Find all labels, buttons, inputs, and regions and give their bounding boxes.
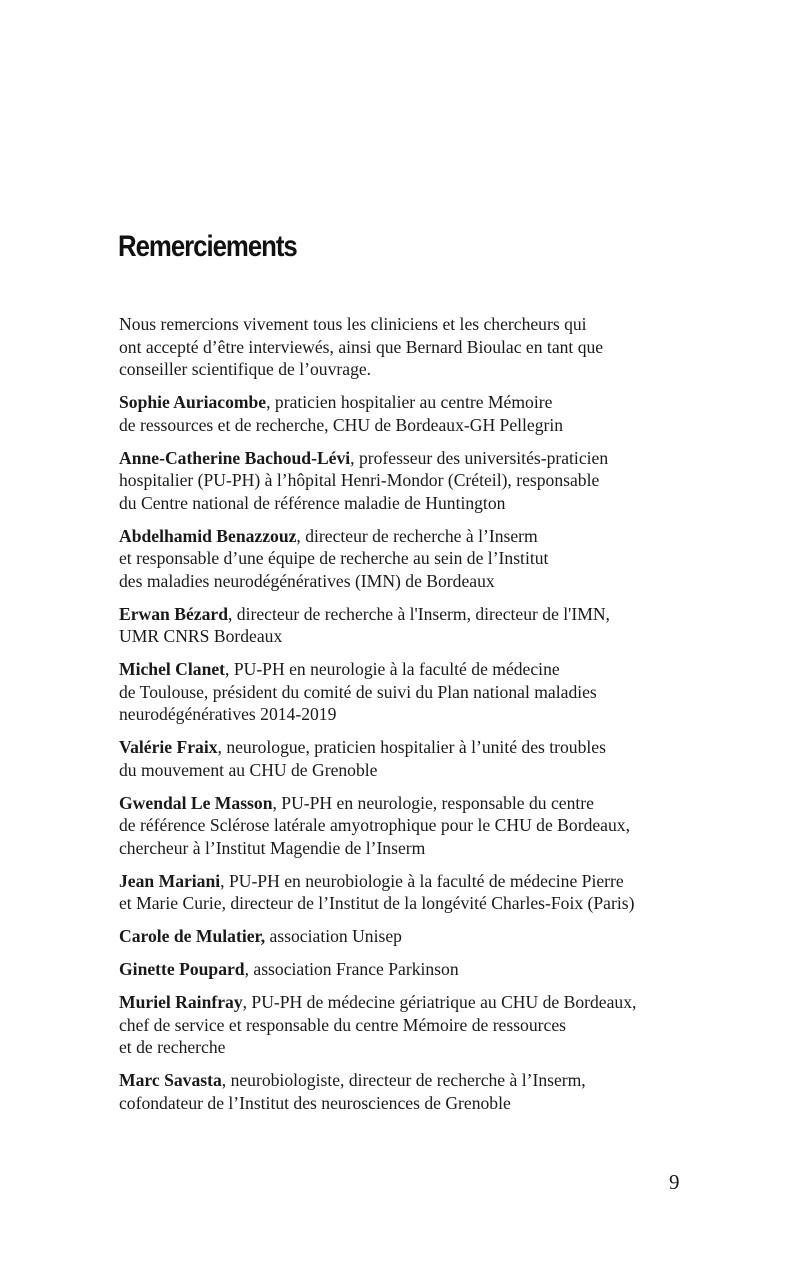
contributor-description: association Unisep [265,926,402,946]
contributor-entry [119,525,739,593]
entry-line [119,525,739,548]
contributor-description: de ressources et de recherche, CHU de Bordeaux-GH Pellegrin [119,414,564,435]
contributor-description: , PU-PH en neurologie, responsable du centre [272,792,594,813]
contributor-description: , association France Parkinson [244,959,459,979]
contributor-entry [119,925,739,948]
contributor-name: Ginette Poupard [119,959,245,979]
contributor-description: du Centre national de référence maladie de Huntington [119,492,506,513]
entry-line [119,1069,739,1092]
intro-line: Nous remercions vivement tous les cliniciens et les chercheurs qui [119,314,587,334]
page-title: Remerciements [118,230,297,263]
entry-line [119,892,739,915]
contributor-entry [119,958,739,981]
contributor-name: Anne-Catherine Bachoud-Lévi [119,447,351,468]
contributor-description: et de recherche [119,1037,226,1057]
entry-line [119,447,739,470]
contributor-description: de Toulouse, président du comité de suivi du Plan national maladies [119,681,597,702]
contributor-description: hospitalier (PU-PH) à l’hôpital Henri-Mondor (Créteil), responsable [119,470,600,490]
entry-line [119,991,739,1014]
acknowledgements-body [119,313,739,1125]
entry-line [119,681,739,704]
entry-line [119,792,739,815]
entry-line [119,1092,739,1115]
contributor-description: , directeur de recherche à l'Inserm, directeur de l'IMN, [227,603,610,624]
entry-line [119,814,739,837]
contributor-entry [119,870,739,915]
entry-line [119,958,739,981]
contributor-description: du mouvement au CHU de Grenoble [119,759,378,780]
contributor-description: des maladies neurodégénératives (IMN) de Bordeaux [119,570,495,591]
entry-line [119,391,739,414]
entry-line [119,759,739,782]
entry-line [119,547,739,570]
contributor-description: , PU-PH de médecine gériatrique au CHU de Bordeaux, [242,992,637,1012]
entry-line [119,414,739,437]
contributor-description: chercheur à l’Institut Magendie de l’Inserm [119,837,426,858]
contributor-description: chef de service et responsable du centre Mémoire de ressources [119,1014,566,1035]
intro-paragraph [119,313,739,381]
contributor-name: Jean Mariani [119,870,221,891]
contributor-name: Erwan Bézard [119,603,228,624]
contributor-entry [119,1069,739,1114]
contributor-name: Muriel Rainfray [119,992,243,1012]
contributor-description: , praticien hospitalier au centre Mémoire [266,392,553,412]
entry-line [119,703,739,726]
contributor-description: de référence Sclérose latérale amyotrophique pour le CHU de Bordeaux, [119,815,630,835]
entry-line [119,870,739,893]
entry-line [119,925,739,948]
entry-line [119,492,739,515]
contributor-name: Valérie Fraix [119,737,218,757]
entry-line [119,736,739,759]
contributor-description: , PU-PH en neurobiologie à la faculté de médecine Pierre [220,870,624,891]
contributor-name: Marc Savasta [119,1070,222,1090]
entry-line [119,1036,739,1059]
contributor-name: Gwendal Le Masson [119,792,273,813]
contributor-description: , directeur de recherche à l’Inserm [296,525,538,546]
contributor-entry [119,603,739,648]
contributor-name: Michel Clanet [119,659,226,679]
entry-line [119,837,739,860]
contributor-description: neurodégénératives 2014-2019 [119,704,337,724]
contributor-entry [119,792,739,860]
entry-line [119,570,739,593]
entry-line [119,1014,739,1037]
contributor-entry [119,658,739,726]
contributor-entry [119,391,739,436]
intro-line: ont accepté d’être interviewés, ainsi que Bernard Bioulac en tant que [119,336,604,357]
contributor-description: , professeur des universités-praticien [350,447,609,468]
contributor-description: , PU-PH en neurologie à la faculté de médecine [225,659,560,679]
contributor-entry [119,447,739,515]
contributor-list [119,391,739,1114]
entry-line [119,469,739,492]
contributor-description: UMR CNRS Bordeaux [119,626,283,646]
entry-line [119,625,739,648]
contributor-description: cofondateur de l’Institut des neurosciences de Grenoble [119,1092,511,1113]
entry-line [119,658,739,681]
contributor-entry [119,991,739,1059]
contributor-name: Carole de Mulatier, [119,926,266,946]
contributor-name: Abdelhamid Benazzouz [119,525,297,546]
contributor-entry [119,736,739,781]
contributor-description: et responsable d’une équipe de recherche au sein de l’Institut [119,548,549,568]
page-number: 9 [669,1170,680,1194]
contributor-description: , neurobiologiste, directeur de recherche à l’Inserm, [221,1070,586,1090]
contributor-description: , neurologue, praticien hospitalier à l’unité des troubles [217,737,606,757]
contributor-description: et Marie Curie, directeur de l’Institut de la longévité Charles-Foix (Paris) [119,893,635,913]
intro-line: conseiller scientifique de l’ouvrage. [119,359,372,379]
contributor-name: Sophie Auriacombe [119,392,267,412]
entry-line [119,603,739,626]
